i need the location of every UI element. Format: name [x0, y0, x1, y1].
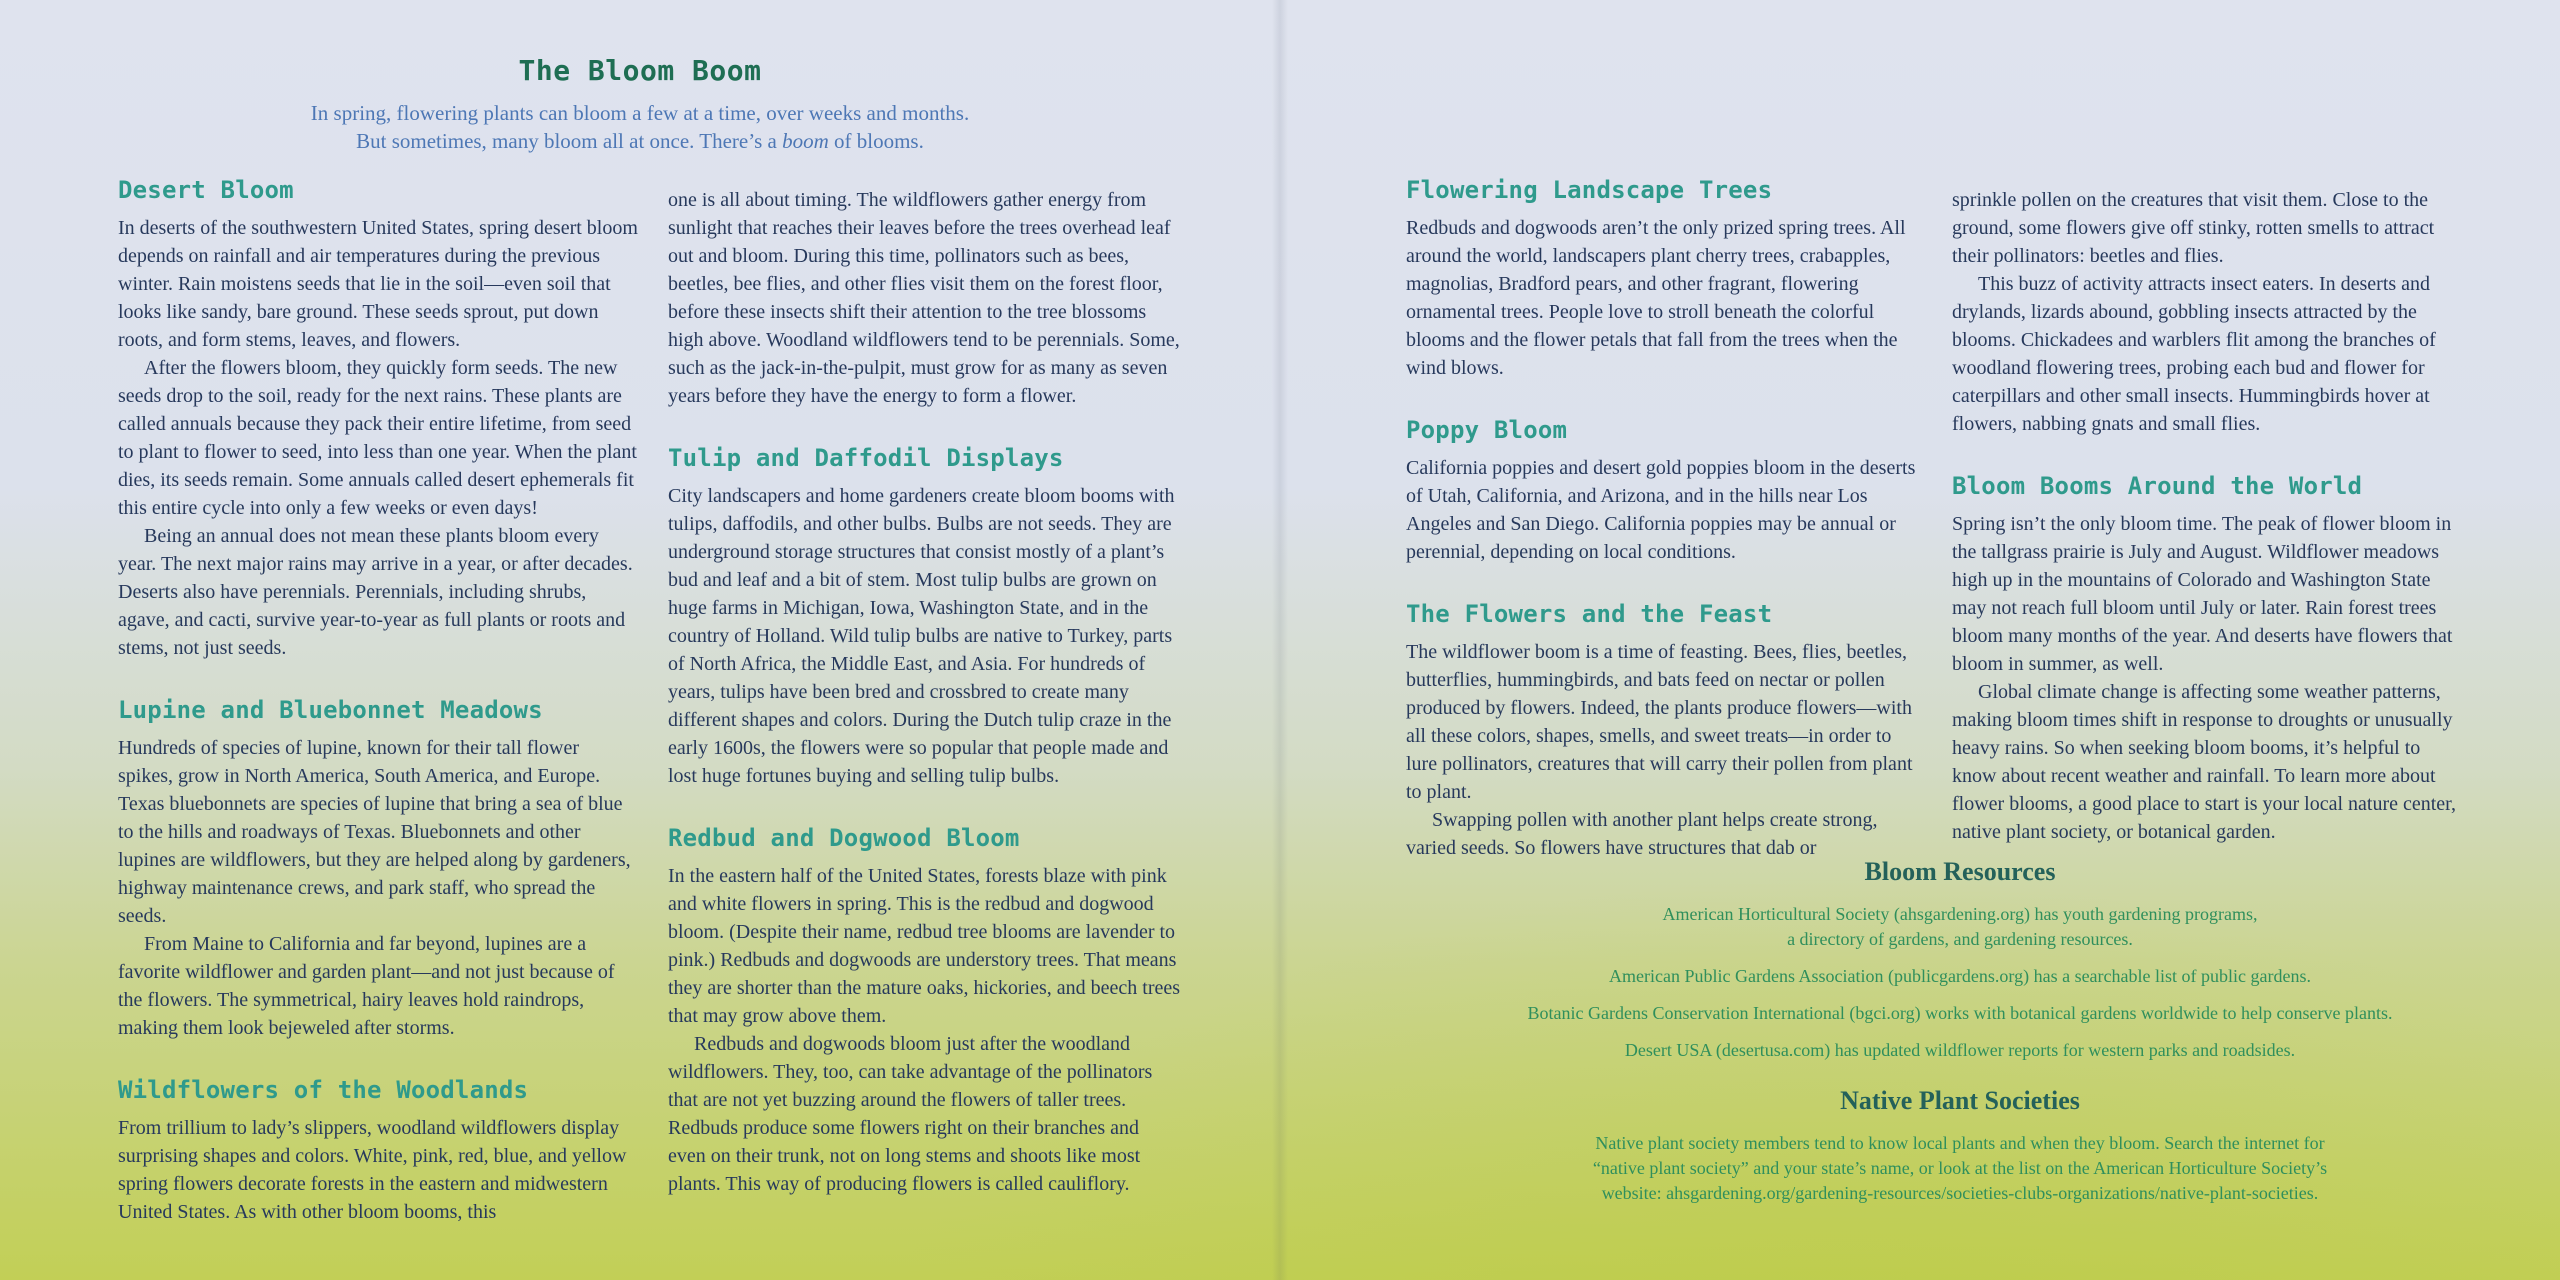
body-paragraph: From Maine to California and far beyond, lupines are a favorite wildflower and garden plant—and not just because of the flowers. The symmetrical, hairy leaves hold raindrops, making them look bejeweled after storms. — [118, 933, 615, 1039]
subtitle-line-2-post: of blooms. — [828, 129, 924, 153]
subtitle-boom-emphasis: boom — [782, 129, 829, 153]
page-fold — [1272, 0, 1288, 1280]
text-column-2 — [668, 186, 1180, 1198]
bloom-resources-heading: Bloom Resources — [1864, 857, 2056, 886]
resource-entry: American Horticultural Society (ahsgardening.org) has youth gardening programs, a directory of gardens, and gardening resources. — [1662, 904, 2258, 949]
body-paragraph: Redbuds and dogwoods aren’t the only prized spring trees. All around the world, landscapers plant cherry trees, crabapples, magnolias, Bradford pears, and other fragrant, flowering ornamental trees. People love to stroll beneath the colorful blooms and the flower petals that fall from the trees when the wind blows. — [1406, 217, 1906, 379]
resources-section — [1400, 856, 2520, 1206]
section-heading: Redbud and Dogwood Bloom — [668, 824, 1020, 852]
body-paragraph: This buzz of activity attracts insect eaters. In deserts and drylands, lizards abound, gobbling insects attracted by the blooms. Chickadees and warblers flit among the branches of woodland flowering trees, probing each bud and flower for caterpillars and other small insects. Hummingbirds hover at flowers, nabbing gnats and small flies. — [1952, 273, 2436, 435]
section-heading: Tulip and Daffodil Displays — [668, 444, 1064, 472]
section-heading: Flowering Landscape Trees — [1406, 176, 1773, 204]
body-paragraph: The wildflower boom is a time of feasting. Bees, flies, beetles, butterflies, hummingbirds, and bats feed on nectar or pollen produced by flowers. Indeed, the plants produce flowers—with all these colors, shapes, smells, and sweet treats—in order to lure pollinators, creatures that will carry their pollen from plant to plant. — [1406, 641, 1913, 803]
text-column-1 — [118, 176, 638, 1226]
page-subtitle — [0, 99, 1280, 155]
section-heading: Lupine and Bluebonnet Meadows — [118, 696, 543, 724]
section-heading: Wildflowers of the Woodlands — [118, 1076, 529, 1104]
body-paragraph: sprinkle pollen on the creatures that visit them. Close to the ground, some flowers give off stinky, rotten smells to attract their pollinators: beetles and flies. — [1952, 189, 2435, 267]
section-heading: Desert Bloom — [118, 176, 294, 204]
text-column-3 — [1406, 176, 1920, 862]
body-paragraph: In the eastern half of the United States, forests blaze with pink and white flowers in spring. This is the redbud and dogwood bloom. (Despite their name, redbud tree blooms are lavender to pink.) Redbuds and dogwoods are understory trees. That means they are shorter than the mature oaks, hickories, and beech trees that may grow above them. — [668, 865, 1181, 1027]
resource-entry: Desert USA (desertusa.com) has updated wildflower reports for western parks and roadsides. — [1624, 1040, 2296, 1060]
section-heading: The Flowers and the Feast — [1406, 600, 1773, 628]
subtitle-line-2-pre: But sometimes, many bloom all at once. There’s a — [356, 129, 783, 153]
resource-entry: Botanic Gardens Conservation International (bgci.org) works with botanical gardens worldwide to help conserve plants. — [1527, 1003, 2393, 1023]
body-paragraph: Being an annual does not mean these plants bloom every year. The next major rains may arrive in a year, or after decades. Deserts also have perennials. Perennials, including shrubs, agave, and cacti, survive year-to-year as full plants or roots and stems, not just seeds. — [118, 525, 633, 659]
section-heading: Bloom Booms Around the World — [1952, 472, 2363, 500]
body-paragraph: one is all about timing. The wildflowers gather energy from sunlight that reaches their leaves before the trees overhead leaf out and bloom. During this time, pollinators such as bees, beetles, bee flies, and other flies visit them on the forest floor, before these insects shift their attention to the tree blossoms high above. Woodland wildflowers tend to be perennials. Some, such as the jack-in-the-pulpit, must grow for as many as seven years before they have the energy to form a flower. — [668, 189, 1180, 407]
body-paragraph: City landscapers and home gardeners create bloom booms with tulips, daffodils, and other bulbs. Bulbs are not seeds. They are underground storage structures that consist mostly of a plant’s bud and leaf and a bit of stem. Most tulip bulbs are grown on huge farms in Michigan, Iowa, Washington State, and in the country of Holland. Wild tulip bulbs are native to Turkey, parts of North Africa, the Middle East, and Asia. For hundreds of years, tulips have been bred and crossbred to create many different shapes and colors. During the Dutch tulip craze in the early 1600s, the flowers were so popular that people made and lost huge fortunes buying and selling tulip bulbs. — [668, 485, 1175, 787]
subtitle-line-1: In spring, flowering plants can bloom a few at a time, over weeks and months. — [310, 101, 970, 125]
body-paragraph: Swapping pollen with another plant helps create strong, varied seeds. So flowers have structures that dab or — [1406, 809, 1878, 859]
text-column-4 — [1952, 186, 2464, 846]
body-paragraph: From trillium to lady’s slippers, woodland wildflowers display surprising shapes and colors. White, pink, red, blue, and yellow spring flowers decorate forests in the eastern and midwestern United States. As with other bloom booms, this — [118, 1117, 627, 1223]
native-plant-societies-heading: Native Plant Societies — [1840, 1086, 2080, 1115]
resource-entry-list — [1400, 902, 2520, 1063]
body-paragraph: In deserts of the southwestern United States, spring desert bloom depends on rainfall and air temperatures during the previous winter. Rain moistens seeds that lie in the soil—even soil that looks like sandy, bare ground. These seeds sprout, put down roots, and form stems, leaves, and flowers. — [118, 217, 638, 351]
body-paragraph: Hundreds of species of lupine, known for their tall flower spikes, grow in North America, South America, and Europe. Texas bluebonnets are species of lupine that bring a sea of blue to the hills and roadways of Texas. Bluebonnets and other lupines are wildflowers, but they are helped along by gardeners, highway maintenance crews, and park staff, who spread the seeds. — [118, 737, 631, 927]
resource-entry: American Public Gardens Association (publicgardens.org) has a searchable list of public gardens. — [1609, 966, 2311, 986]
body-paragraph: Redbuds and dogwoods bloom just after the woodland wildflowers. They, too, can take advantage of the pollinators that are not yet buzzing around the flowers of taller trees. Redbuds produce some flowers right on their branches and even on their trunk, not on long stems and shoots like most plants. This way of producing flowers is called cauliflory. — [668, 1033, 1153, 1195]
body-paragraph: California poppies and desert gold poppies bloom in the deserts of Utah, California, and Arizona, and in the hills near Los Angeles and San Diego. California poppies may be annual or perennial, depending on local conditions. — [1406, 457, 1916, 563]
section-heading: Poppy Bloom — [1406, 416, 1568, 444]
body-paragraph: After the flowers bloom, they quickly form seeds. The new seeds drop to the soil, ready for the next rains. These plants are called annuals because they pack their entire lifetime, from seed to plant to flower to seed, into less than one year. When the plant dies, its seeds remain. Some annuals called desert ephemerals fit this entire cycle into only a few weeks or even days! — [118, 357, 637, 519]
page-header — [0, 54, 1280, 155]
native-plant-text: Native plant society members tend to know local plants and when they bloom. Search the internet for “native plant society” and your state’s name, or look at the list on the American Horticulture Society’s website: ahsgardening.org/gardening-resources/societies-clubs-organizations/native-plant-societies. — [1592, 1133, 2328, 1203]
body-paragraph: Global climate change is affecting some weather patterns, making bloom times shift in response to droughts or unusually heavy rains. So when seeking bloom booms, it’s helpful to know about recent weather and rainfall. To learn more about flower blooms, a good place to start is your local nature center, native plant society, or botanical garden. — [1952, 681, 2457, 843]
page-title: The Bloom Boom — [518, 54, 762, 87]
body-paragraph: Spring isn’t the only bloom time. The peak of flower bloom in the tallgrass prairie is July and August. Wildflower meadows high up in the mountains of Colorado and Washington State may not reach full bloom until July or later. Rain forest trees bloom many months of the year. And deserts have flowers that bloom in summer, as well. — [1952, 513, 2453, 675]
